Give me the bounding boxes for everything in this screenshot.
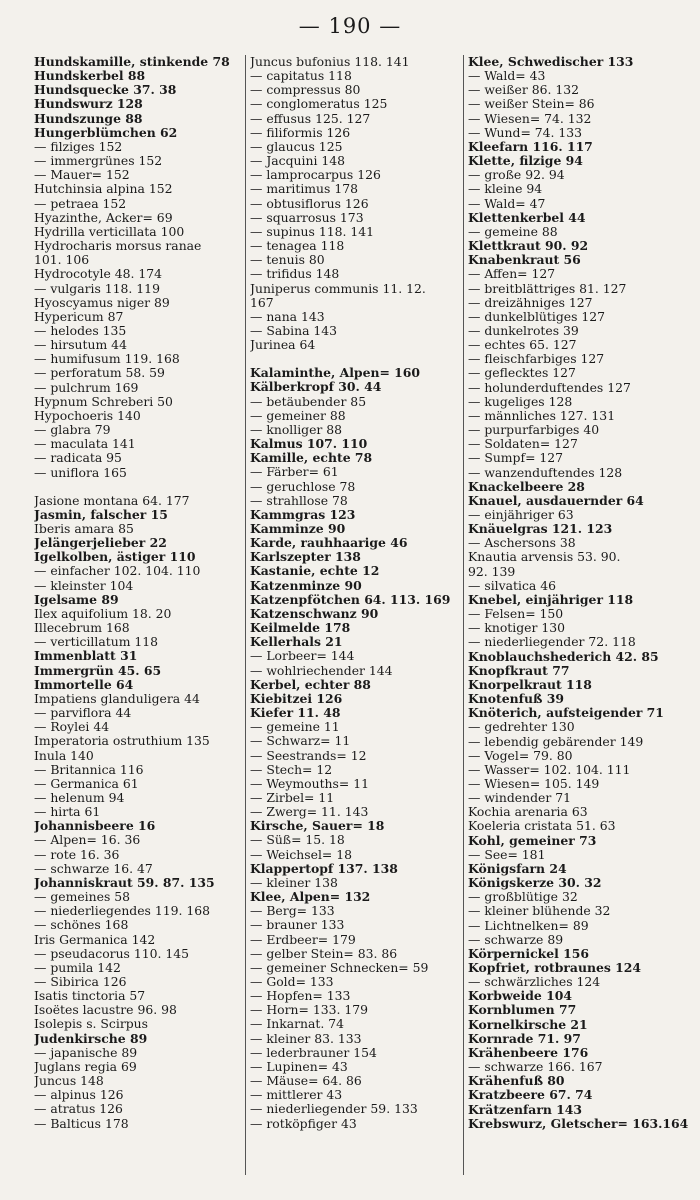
index-subentry: — Süß= 15. 18 [250, 833, 345, 848]
index-entry: Hypericum 87 [34, 309, 124, 324]
index-entry: Jasmin, falscher 15 [34, 507, 168, 522]
page-number: — 190 — [298, 14, 402, 38]
index-subentry: — obtusiflorus 126 [250, 196, 369, 211]
index-subentry: — Inkarnat. 74 [250, 1017, 345, 1032]
index-subentry: — helenum 94 [34, 790, 125, 805]
index-subentry: — brauner 133 [250, 918, 345, 933]
index-entry: Juniperus communis 11. 12. [250, 281, 426, 296]
index-subentry: — niederliegendes 119. 168 [34, 904, 211, 919]
index-entry: Körpernickel 156 [468, 946, 589, 961]
index-subentry: — Berg= 133 [250, 904, 335, 919]
index-subentry: — Lupinen= 43 [250, 1059, 348, 1074]
index-subentry: — maritimus 178 [250, 182, 358, 197]
index-subentry: — tenagea 118 [250, 239, 345, 254]
index-subentry: — Zwerg= 11. 143 [250, 805, 369, 820]
index-subentry: — weißer Stein= 86 [468, 97, 595, 112]
index-subentry: — niederliegender 59. 133 [250, 1102, 418, 1117]
index-entry: Hundskerbel 88 [34, 69, 146, 84]
index-entry: Juglans regia 69 [34, 1059, 137, 1074]
column-divider [245, 55, 246, 1175]
index-entry: Kiefer 11. 48 [250, 706, 341, 721]
index-subentry: — glaucus 125 [250, 139, 343, 154]
index-subentry: — See= 181 [468, 847, 546, 862]
index-entry: Hypnum Schreberi 50 [34, 394, 173, 409]
index-subentry: — radicata 95 [34, 451, 122, 466]
index-entry: Knoblauchshederich 42. 85 [468, 649, 659, 664]
index-subentry: — gemeiner Schnecken= 59 [250, 960, 429, 975]
index-subentry: — Sabina 143 [250, 323, 338, 338]
index-subentry: — Färber= 61 [250, 465, 339, 480]
index-subentry: — helodes 135 [34, 323, 127, 338]
index-subentry: — Vogel= 79. 80 [468, 748, 573, 763]
index-entry: Katzenschwanz 90 [250, 606, 379, 621]
index-subentry: — strahllose 78 [250, 493, 348, 508]
index-entry: Kammgras 123 [250, 507, 356, 522]
index-subentry: — geflecktes 127 [468, 366, 576, 381]
index-subentry: — squarrosus 173 [250, 210, 364, 225]
index-entry: Knautia arvensis 53. 90. [468, 550, 621, 565]
section-gap [250, 352, 460, 366]
index-subentry: — capitatus 118 [250, 69, 352, 84]
index-entry: Imperatoria ostruthium 135 [34, 734, 210, 749]
index-subentry: — perforatum 58. 59 [34, 366, 165, 381]
index-subentry: — Mauer= 152 [34, 168, 130, 183]
index-entry: Klettenkerbel 44 [468, 210, 586, 225]
index-entry: Kellerhals 21 [250, 635, 343, 650]
index-entry: Kalmus 107. 110 [250, 437, 368, 452]
index-subentry: — männliches 127. 131 [468, 408, 616, 423]
index-entry: Klee, Schwedischer 133 [468, 55, 634, 69]
index-entry: Königskerze 30. 32 [468, 876, 602, 891]
index-subentry: — Hopfen= 133 [250, 989, 351, 1004]
index-entry: Hundszunge 88 [34, 111, 143, 126]
index-entry: Jasione montana 64. 177 [34, 493, 190, 508]
index-entry: Illecebrum 168 [34, 621, 130, 636]
index-entry: Klette, filzige 94 [468, 154, 583, 169]
index-entry: Korbweide 104 [468, 989, 572, 1004]
index-entry: Igelkolben, ästiger 110 [34, 550, 196, 565]
index-entry: Knopfkraut 77 [468, 663, 570, 678]
index-subentry: — Alpen= 16. 36 [34, 833, 141, 848]
index-entry: Karlszepter 138 [250, 550, 361, 565]
index-subentry: — immergrünes 152 [34, 154, 163, 169]
index-subentry: — dunkelrotes 39 [468, 323, 579, 338]
index-subentry: — Sumpf= 127 [468, 451, 564, 466]
index-entry: Knotenfuß 39 [468, 692, 564, 707]
index-subentry: — maculata 141 [34, 437, 136, 452]
index-entry: Hyoscyamus niger 89 [34, 295, 170, 310]
index-subentry: — Felsen= 150 [468, 607, 564, 622]
index-entry: Karde, rauhhaarige 46 [250, 536, 408, 551]
index-entry: Jurinea 64 [250, 338, 316, 353]
index-subentry: — gemeine 88 [468, 224, 558, 239]
index-subentry: — Weichsel= 18 [250, 847, 353, 862]
index-entry: Krebswurz, Gletscher= 163.164 [468, 1116, 689, 1131]
index-entry: 101. 106 [34, 253, 90, 268]
index-entry: Knabenkraut 56 [468, 253, 581, 268]
index-entry: Impatiens glanduligera 44 [34, 691, 200, 706]
index-entry: 92. 139 [468, 564, 516, 579]
index-entry: Inula 140 [34, 748, 94, 763]
index-subentry: — mittlerer 43 [250, 1088, 343, 1103]
index-entry: Königsfarn 24 [468, 861, 567, 876]
index-subentry: — breitblättriges 81. 127 [468, 281, 627, 296]
index-entry: Kleefarn 116. 117 [468, 139, 593, 154]
index-entry: Krähenbeere 176 [468, 1045, 589, 1060]
index-column-1 [34, 55, 240, 1131]
index-subentry: — fleischfarbiges 127 [468, 352, 605, 367]
index-subentry: — wohlriechender 144 [250, 663, 393, 678]
index-entry: Ilex aquifolium 18. 20 [34, 606, 172, 621]
index-subentry: — purpurfarbiges 40 [468, 423, 600, 438]
index-entry: Kalaminthe, Alpen= 160 [250, 366, 421, 381]
index-subentry: — Wasser= 102. 104. 111 [468, 762, 631, 777]
index-subentry: — niederliegender 72. 118 [468, 635, 636, 650]
index-subentry: — Britannica 116 [34, 762, 144, 777]
index-subentry: — große 92. 94 [468, 168, 565, 183]
index-subentry: — dreizähniges 127 [468, 295, 593, 310]
index-entry: Knackelbeere 28 [468, 479, 585, 494]
index-subentry: — effusus 125. 127 [250, 111, 371, 126]
index-subentry: — gemeine 11 [250, 720, 340, 735]
index-entry: Kamille, echte 78 [250, 451, 373, 466]
index-subentry: — silvatica 46 [468, 578, 556, 593]
index-entry: Johanniskraut 59. 87. 135 [34, 875, 215, 890]
index-subentry: — Roylei 44 [34, 720, 110, 735]
index-entry: Krätzenfarn 143 [468, 1102, 583, 1117]
index-subentry: — kleine 94 [468, 182, 543, 197]
index-subentry: — Germanica 61 [34, 776, 139, 791]
index-subentry: — conglomeratus 125 [250, 97, 388, 112]
index-subentry: — Wiesen= 74. 132 [468, 111, 592, 126]
index-subentry: — kleinster 104 [34, 578, 134, 593]
index-subentry: — kugeliges 128 [468, 394, 573, 409]
index-entry: Judenkirsche 89 [34, 1031, 148, 1046]
index-subentry: — pumila 142 [34, 960, 121, 975]
index-subentry: — echtes 65. 127 [468, 338, 577, 353]
index-subentry: — Gold= 133 [250, 975, 334, 989]
index-subentry: — einfacher 102. 104. 110 [34, 564, 201, 579]
index-subentry: — Balticus 178 [34, 1116, 129, 1131]
index-subentry: — knotiger 130 [468, 621, 565, 636]
index-subentry: — schwarze 89 [468, 932, 564, 947]
index-subentry: — gemeines 58 [34, 890, 131, 905]
index-entry: Knebel, einjähriger 118 [468, 592, 634, 607]
index-subentry: — Stech= 12 [250, 762, 333, 777]
index-subentry: — petraea 152 [34, 196, 127, 211]
index-subentry: — Lorbeer= 144 [250, 649, 355, 664]
index-entry: Juncus 148 [34, 1074, 104, 1089]
index-subentry: — supinus 118. 141 [250, 224, 374, 239]
index-subentry: — Sibirica 126 [34, 975, 127, 989]
index-entry: Kochia arenaria 63 [468, 805, 588, 820]
index-entry: Hyazinthe, Acker= 69 [34, 210, 173, 225]
index-entry: Hundswurz 128 [34, 97, 143, 112]
index-subentry: — rotköpfiger 43 [250, 1116, 357, 1131]
index-subentry: — großblütige 32 [468, 890, 578, 905]
index-subentry: — Schwarz= 11 [250, 734, 351, 749]
section-gap [34, 480, 240, 494]
index-subentry: — schwarze 16. 47 [34, 861, 153, 876]
index-entry: Juncus bufonius 118. 141 [250, 55, 410, 69]
index-subentry: — windender 71 [468, 791, 572, 806]
index-entry: Immergrün 45. 65 [34, 663, 162, 678]
index-subentry: — hirsutum 44 [34, 338, 127, 353]
index-entry: Isoëtes lacustre 96. 98 [34, 1003, 177, 1018]
index-subentry: — kleiner 83. 133 [250, 1031, 362, 1046]
index-subentry: — Aschersons 38 [468, 536, 576, 551]
index-subentry: — Lichtnelken= 89 [468, 918, 589, 933]
index-subentry: — Weymouths= 11 [250, 776, 369, 791]
index-subentry: — nana 143 [250, 309, 325, 324]
index-entry: Koeleria cristata 51. 63 [468, 819, 616, 834]
index-subentry: — Jacquini 148 [250, 154, 346, 169]
index-entry: 167 [250, 295, 274, 310]
index-entry: Kratzbeere 67. 74 [468, 1088, 593, 1103]
index-entry: Kornrade 71. 97 [468, 1031, 581, 1046]
index-subentry: — schönes 168 [34, 918, 129, 933]
index-entry: Jelängerjelieber 22 [34, 536, 167, 551]
index-subentry: — compressus 80 [250, 83, 361, 98]
index-subentry: — verticillatum 118 [34, 635, 159, 650]
index-subentry: — tenuis 80 [250, 253, 325, 268]
index-subentry: — filziges 152 [34, 139, 123, 154]
index-entry: Kornblumen 77 [468, 1003, 577, 1018]
index-subentry: — Wald= 43 [468, 69, 546, 84]
index-entry: Kälberkropf 30. 44 [250, 380, 382, 395]
index-entry: Katzenpfötchen 64. 113. 169 [250, 592, 451, 607]
index-subentry: — geruchlose 78 [250, 479, 356, 494]
index-entry: Hydrocotyle 48. 174 [34, 267, 163, 282]
index-entry: Hungerblümchen 62 [34, 125, 178, 140]
index-entry: Hundskamille, stinkende 78 [34, 55, 230, 69]
index-subentry: — Horn= 133. 179 [250, 1003, 368, 1018]
index-entry: Kirsche, Sauer= 18 [250, 819, 385, 834]
index-subentry: — rote 16. 36 [34, 847, 120, 862]
index-entry: Knauel, ausdauernder 64 [468, 493, 644, 508]
index-entry: Isatis tinctoria 57 [34, 989, 146, 1004]
index-subentry: — Soldaten= 127 [468, 437, 578, 452]
index-subentry: — kleiner 138 [250, 875, 338, 890]
index-entry: Hutchinsia alpina 152 [34, 182, 173, 197]
index-subentry: — vulgaris 118. 119 [34, 281, 160, 296]
index-subentry: — uniflora 165 [34, 465, 127, 480]
index-entry: Hypochoeris 140 [34, 408, 141, 423]
index-entry: Igelsame 89 [34, 592, 119, 607]
index-subentry: — kleiner blühende 32 [468, 904, 611, 919]
index-subentry: — hirta 61 [34, 805, 101, 820]
index-entry: Kohl, gemeiner 73 [468, 833, 597, 848]
index-entry: Kopfriet, rotbraunes 124 [468, 961, 642, 975]
index-subentry: — Wald= 47 [468, 196, 546, 211]
index-entry: Krähenfuß 80 [468, 1074, 565, 1089]
index-subentry: — knolliger 88 [250, 422, 343, 437]
index-subentry: — holunderduftendes 127 [468, 380, 631, 395]
index-subentry: — pseudacorus 110. 145 [34, 946, 190, 961]
index-subentry: — Wund= 74. 133 [468, 125, 583, 140]
index-entry: Isolepis s. Scirpus [34, 1017, 149, 1032]
index-entry: Immenblatt 31 [34, 649, 138, 664]
column-divider [463, 55, 464, 1175]
index-entry: Kornelkirsche 21 [468, 1017, 588, 1032]
index-entry: Knäuelgras 121. 123 [468, 522, 613, 537]
index-entry: Immortelle 64 [34, 677, 134, 692]
index-entry: Hydrilla verticillata 100 [34, 224, 185, 239]
index-subentry: — schwarze 166. 167 [468, 1060, 603, 1075]
index-column-2 [250, 55, 460, 1131]
index-entry: Hydrocharis morsus ranae [34, 239, 202, 254]
index-subentry: — lederbrauner 154 [250, 1045, 377, 1060]
index-subentry: — Affen= 127 [468, 267, 556, 282]
index-entry: Knöterich, aufsteigender 71 [468, 706, 664, 721]
index-subentry: — einjähriger 63 [468, 508, 574, 522]
index-subentry: — filiformis 126 [250, 125, 351, 140]
index-entry: Klee, Alpen= 132 [250, 890, 371, 905]
index-entry: Hundsquecke 37. 38 [34, 83, 177, 98]
index-subentry: — humifusum 119. 168 [34, 352, 180, 367]
index-subentry: — gemeiner 88 [250, 408, 346, 423]
index-subentry: — glabra 79 [34, 423, 111, 438]
index-entry: Knorpelkraut 118 [468, 677, 592, 692]
index-entry: Kamminze 90 [250, 522, 346, 536]
index-subentry: — dunkelblütiges 127 [468, 309, 606, 324]
index-subentry: — lebendig gebärender 149 [468, 734, 644, 749]
index-subentry: — Seestrands= 12 [250, 748, 367, 763]
index-subentry: — Zirbel= 11 [250, 790, 335, 805]
index-column-3 [468, 55, 698, 1131]
index-entry: Kiebitzei 126 [250, 691, 343, 706]
index-entry: Katzenminze 90 [250, 578, 362, 593]
index-entry: Iris Germanica 142 [34, 932, 156, 947]
index-subentry: — trifidus 148 [250, 267, 340, 282]
index-entry: Kastanie, echte 12 [250, 564, 380, 579]
index-entry: Keilmelde 178 [250, 621, 351, 636]
index-subentry: — lamprocarpus 126 [250, 168, 381, 183]
index-subentry: — schwärzliches 124 [468, 975, 601, 990]
index-subentry: — japanische 89 [34, 1045, 138, 1060]
index-entry: Kerbel, echter 88 [250, 677, 371, 692]
index-subentry: — Wiesen= 105. 149 [468, 776, 600, 791]
index-subentry: — Mäuse= 64. 86 [250, 1074, 362, 1089]
index-subentry: — Erdbeer= 179 [250, 932, 356, 947]
index-subentry: — alpinus 126 [34, 1088, 124, 1103]
index-entry: Klettkraut 90. 92 [468, 239, 589, 254]
index-subentry: — gedrehter 130 [468, 720, 575, 735]
index-entry: Iberis amara 85 [34, 522, 134, 536]
index-subentry: — atratus 126 [34, 1102, 123, 1117]
index-subentry: — weißer 86. 132 [468, 83, 579, 98]
index-subentry: — gelber Stein= 83. 86 [250, 946, 398, 961]
index-entry: Klappertopf 137. 138 [250, 861, 398, 876]
index-subentry: — pulchrum 169 [34, 380, 139, 395]
index-subentry: — parviflora 44 [34, 706, 132, 721]
index-entry: Johannisbeere 16 [34, 819, 156, 834]
index-subentry: — betäubender 85 [250, 394, 367, 409]
index-subentry: — wanzenduftendes 128 [468, 465, 623, 480]
